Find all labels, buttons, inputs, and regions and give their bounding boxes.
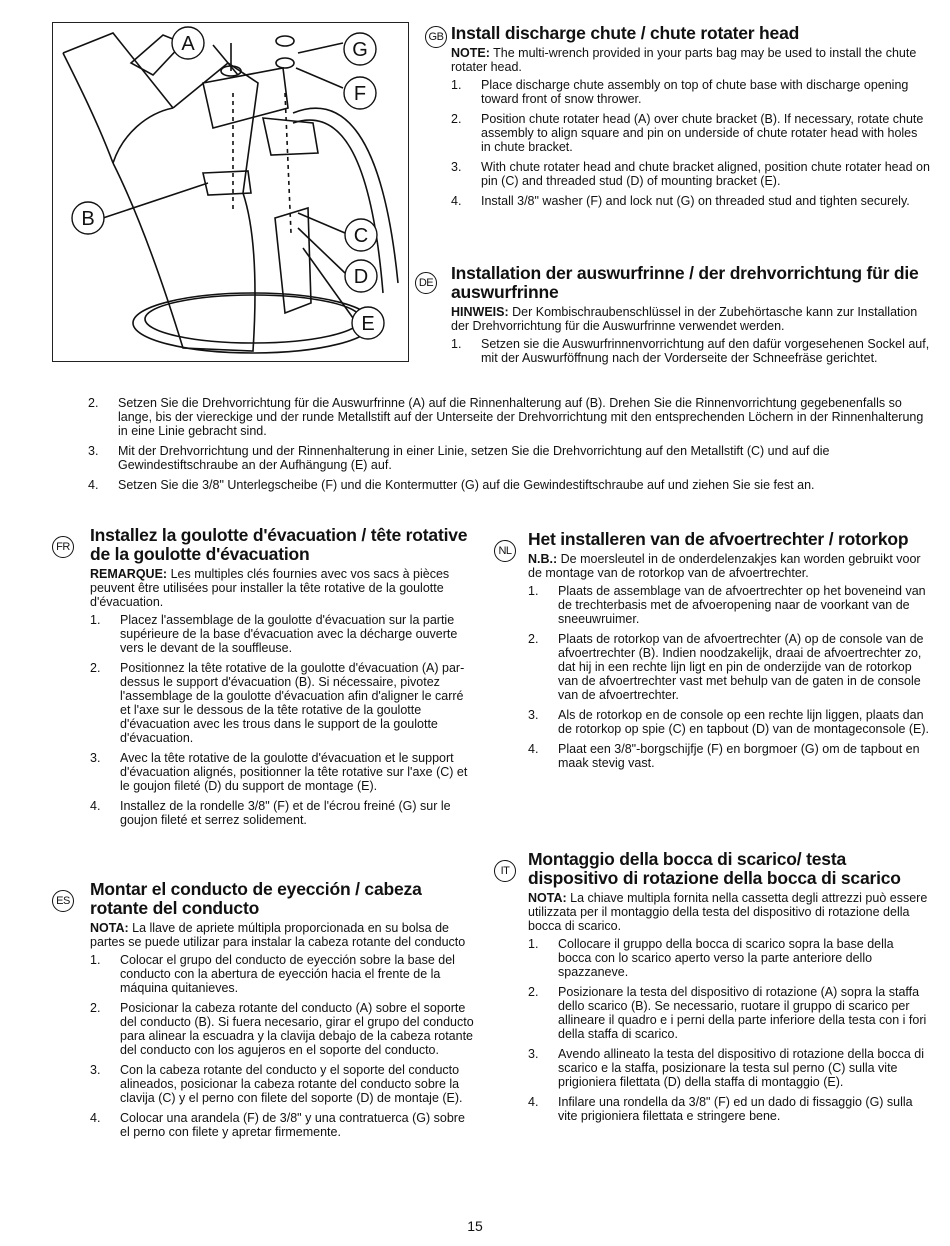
section-de-steps — [88, 396, 928, 492]
section-fr-title: Installez la goulotte d'évacuation / tête rotative de la goulotte d'évacuation — [90, 525, 468, 564]
list-item: 4. Infilare una rondella da 3/8" (F) ed un dado di fissaggio (G) sulla vite prigioniera filettata e stringere bene. — [528, 1095, 913, 1123]
section-it — [494, 850, 930, 1129]
label-c: C — [353, 225, 369, 247]
list-item: 2. Setzen Sie die Drehvorrichtung für die Auswurfrinne (A) auf die Rinnenhalterung auf (B). Drehen Sie die Rinnenvorrichtung gegebenenfalls so lange, bis der viereckige und der runde Metallstift auf der Unterseite der Drehvorrichtung mit den entsprechenden Löchern in der Rinnenhalterung in eine Linie gebracht sind. — [88, 396, 924, 438]
list-item: 2. Position chute rotater head (A) over chute bracket (B). If necessary, rotate chute assembly to align square and pin on underside of chute rotater head with holes in chute bracket. — [451, 112, 924, 154]
assembly-illustration — [52, 22, 409, 362]
note-text: Les multiples clés fournies avec vos sacs à pièces peuvent être utilisées pour installer la tête rotative de la goulotte d'évacuation. — [90, 567, 450, 609]
list-item: 3. Als de rotorkop en de console op een rechte lijn liggen, plaats dan de rotorkop op spie (C) en tapbout (D) van de montageconsole (E). — [528, 708, 930, 736]
section-it-header — [494, 850, 930, 888]
section-gb — [425, 24, 930, 214]
list-item: 3. Avec la tête rotative de la goulotte d'évacuation et le support d'évacuation alignés, positionner la tête rotative sur l'axe (C) et le goujon fileté (D) du support de montage (E). — [90, 751, 468, 793]
list-item: 1. Colocar el grupo del conducto de eyección sobre la base del conducto con la abertura de eyección hacia el frente de la máquina quitanieves. — [90, 953, 455, 995]
label-c-marker — [345, 219, 377, 251]
section-de — [415, 264, 930, 371]
list-item: 1. Placez l'assemblage de la goulotte d'évacuation sur la partie supérieure de la base d'évacuation avec la décharge ouverte vers le devant de la souffleuse. — [90, 613, 458, 655]
section-de-note — [451, 305, 930, 333]
label-g: G — [352, 39, 368, 61]
label-f: F — [353, 83, 367, 105]
language-badge-it: IT — [494, 860, 516, 882]
list-item: 1. Collocare il gruppo della bocca di scarico sopra la base della bocca con lo scarico aperto verso la parte anteriore dello spazzaneve. — [528, 937, 894, 979]
label-d-marker — [345, 260, 377, 292]
washer — [276, 58, 294, 68]
list-item: 3. With chute rotater head and chute bracket aligned, position chute rotater head on pin (C) and threaded stud (D) of mounting bracket (E). — [451, 160, 930, 188]
section-fr-steps — [90, 613, 477, 827]
list-item: 4. Install 3/8" washer (F) and lock nut (G) on threaded stud and tighten securely. — [451, 194, 910, 208]
note-text: Der Kombischraubenschlüssel in der Zubehörtasche kann zur Installation der Drehvorrichtung für die Auswurfrinne verwendet werden. — [451, 305, 918, 333]
list-item: 1. Setzen sie die Auswurfrinnenvorrichtung auf den dafür vorgesehenen Sockel auf, mit der Auswurföffnung nach der Vorderseite der Schneefräse gerichtet. — [451, 337, 930, 365]
section-fr-note — [90, 567, 477, 609]
label-b: B — [81, 208, 95, 230]
section-de-title: Installation der auswurfrinne / der drehvorrichtung für die auswurfrinne — [451, 263, 919, 302]
language-badge-es: ES — [52, 890, 74, 912]
language-badge-de: DE — [415, 272, 437, 294]
section-gb-title: Install discharge chute / chute rotater head — [451, 23, 800, 43]
section-es — [52, 880, 477, 1145]
section-de-steps-first — [451, 337, 930, 365]
language-badge-fr: FR — [52, 536, 74, 558]
section-de-continued — [88, 396, 928, 498]
note-text: La chiave multipla fornita nella cassetta degli attrezzi può essere utilizzata per il montaggio della testa del dispositivo di rotazione della bocca di scarico. — [528, 891, 928, 933]
label-e: E — [361, 313, 375, 335]
list-item: 2. Posizionare la testa del dispositivo di rotazione (A) sopra la staffa dello scarico (B). Se necessario, ruotare il gruppo di scarico per allineare il quadro e i perni della parte inferiore della testa con i fori della staffa di scarico. — [528, 985, 927, 1041]
list-item: 1. Plaats de assemblage van de afvoertrechter op het boveneind van de trechterbasis met de afvoeropening naar de voorkant van de sneeuwruimer. — [528, 584, 926, 626]
section-nl — [494, 530, 930, 776]
list-item: 2. Plaats de rotorkop van de afvoertrechter (A) op de console van de afvoertrechter (B). Indien noodzakelijk, draai de afvoertrechter zo, dat hij in een rechte lijn ligt en pin de onderzijde van de rotorkop van de afvoertrechter vast met behulp van de gaten in de console van de afvoertrechter. — [528, 632, 924, 702]
label-a-marker — [172, 27, 204, 59]
section-fr — [52, 526, 477, 833]
section-gb-header — [425, 24, 930, 43]
label-g-marker — [344, 33, 376, 65]
label-a: A — [181, 33, 195, 55]
section-gb-steps — [451, 78, 930, 208]
section-es-header — [52, 880, 477, 918]
chute-bracket — [263, 118, 318, 155]
chute-diagram — [53, 23, 408, 361]
note-label: NOTE: — [451, 46, 490, 60]
note-label: HINWEIS: — [451, 305, 509, 319]
list-item: 3. Con la cabeza rotante del conducto y el soporte del conducto alineados, posicionar la cabeza rotante del conducto sobre la clavija (C) y el perno con filete del soporte (D) de montaje (E). — [90, 1063, 463, 1105]
list-item: 3. Mit der Drehvorrichtung und der Rinnenhalterung in einer Linie, setzen Sie die Drehvorrichtung auf den Metallstift (C) und auf die Gewindestiftschraube an der Aufhängung (E) auf. — [88, 444, 830, 472]
list-item: 2. Positionnez la tête rotative de la goulotte d'évacuation (A) par-dessus le support d'évacuation (B). Si nécessaire, pivotez l'assemblage de la goulotte d'évacuation afin d'aligner le carré et l'axe sur le dessous de la tête rotative de la goulotte d'évacuation avec les trous dans le support de la goulotte d'évacuation. — [90, 661, 465, 745]
section-nl-title: Het installeren van de afvoertrechter / rotorkop — [528, 529, 909, 549]
section-nl-steps — [528, 584, 930, 770]
note-label: NOTA: — [528, 891, 567, 905]
section-nl-note — [528, 552, 930, 580]
note-text: The multi-wrench provided in your parts bag may be used to install the chute rotater head. — [451, 46, 917, 74]
section-gb-note — [451, 46, 930, 74]
section-it-title: Montaggio della bocca di scarico/ testa dispositivo di rotazione della bocca di scarico — [528, 849, 901, 888]
note-label: NOTA: — [90, 921, 129, 935]
page-number: 15 — [467, 1218, 483, 1234]
list-item: 1. Place discharge chute assembly on top of chute base with discharge opening toward front of snow thrower. — [451, 78, 909, 106]
label-b-marker — [72, 202, 104, 234]
note-label: REMARQUE: — [90, 567, 168, 581]
section-it-note — [528, 891, 930, 933]
lock-nut — [276, 36, 294, 46]
list-item: 4. Plaat een 3/8"-borgschijfje (F) en borgmoer (G) om de tapbout en maak stevig vast. — [528, 742, 920, 770]
list-item: 4. Installez de la rondelle 3/8" (F) et de l'écrou freiné (G) sur le goujon fileté et serrez solidement. — [90, 799, 451, 827]
list-item: 4. Colocar una arandela (F) de 3/8" y una contratuerca (G) sobre el perno con filete y apretar firmemente. — [90, 1111, 465, 1139]
section-es-steps — [90, 953, 477, 1139]
label-e-marker — [352, 307, 384, 339]
note-text: La llave de apriete múltipla proporcionada en su bolsa de partes se puede utilizar para instalar la cabeza rotante del conducto — [90, 921, 466, 949]
list-item: 3. Avendo allineato la testa del dispositivo di rotazione della bocca di scarico e la staffa, posizionare la testa sul perno (C) sulla vite prigioniera filettata (D) della staffa di montaggio (E). — [528, 1047, 924, 1089]
language-badge-nl: NL — [494, 540, 516, 562]
note-label: N.B.: — [528, 552, 558, 566]
section-nl-header — [494, 529, 930, 557]
section-fr-header — [52, 526, 477, 564]
label-d: D — [353, 266, 369, 288]
section-es-note — [90, 921, 477, 949]
language-badge-gb: GB — [425, 26, 447, 48]
list-item: 2. Posicionar la cabeza rotante del conducto (A) sobre el soporte del conducto (B). Si fuera necesario, girar el grupo del conducto para alinear la escuadra y la clavija debajo de la cabeza rotante del conducto con los agujeros en el soporte del conducto. — [90, 1001, 474, 1057]
section-de-header — [415, 264, 930, 302]
section-it-steps — [528, 937, 930, 1123]
note-text: De moersleutel in de onderdelenzakjes kan worden gebruikt voor de montage van de rotorkop van de afvoertrechter. — [528, 552, 921, 580]
section-es-title: Montar el conducto de eyección / cabeza rotante del conducto — [90, 879, 422, 918]
list-item: 4. Setzen Sie die 3/8" Unterlegscheibe (F) und die Kontermutter (G) auf die Gewindestiftschraube auf und ziehen Sie sie fest an. — [88, 478, 815, 492]
label-f-marker — [344, 77, 376, 109]
